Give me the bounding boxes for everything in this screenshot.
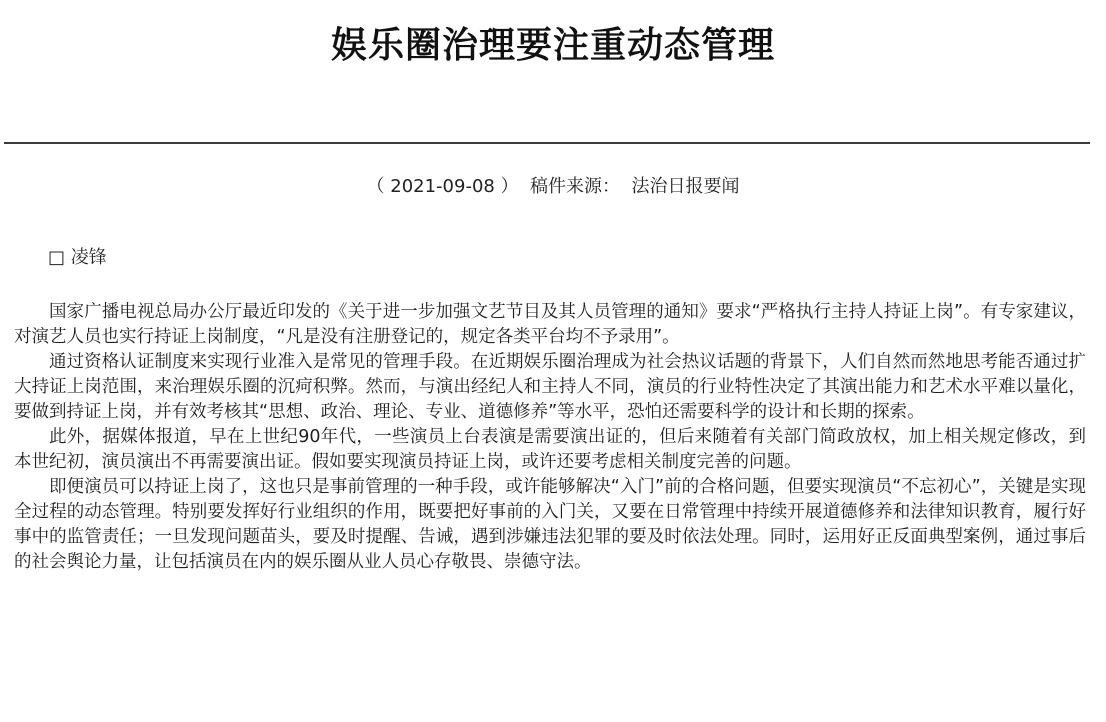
article-author: □ 凌锋 xyxy=(48,247,107,268)
paragraph: 国家广播电视总局办公厅最近印发的《关于进一步加强文艺节目及其人员管理的通知》要求“严格执行主持人持证上岗”。有专家建议，对演艺人员也实行持证上岗制度，“凡是没有注册登记的，规定各类平台均不予录用”。 xyxy=(14,302,1086,347)
paragraph: 通过资格认证制度来实现行业准入是常见的管理手段。在近期娱乐圈治理成为社会热议话题的背景下，人们自然而然地思考能否通过扩大持证上岗范围，来治理娱乐圈的沉疴积弊。然而，与演出经纪人和主持人不同，演员的行业特性决定了其演出能力和艺术水平难以量化，要做到持证上岗，并有效考核其“思想、政治、理论、专业、道德修养”等水平，恐怕还需要科学的设计和长期的探索。 xyxy=(14,352,1086,422)
article-body xyxy=(14,300,1086,575)
paragraph: 即便演员可以持证上岗了，这也只是事前管理的一种手段，或许能够解决“入门”前的合格问题，但要实现演员“不忘初心”，关键是实现全过程的动态管理。特别要发挥好行业组织的作用，既要把好事前的入门关，又要在日常管理中持续开展道德修养和法律知识教育，履行好事中的监管责任；一旦发现问题苗头，要及时提醒、告诫，遇到涉嫌违法犯罪的要及时依法处理。同时，运用好正反面典型案例，通过事后的社会舆论力量，让包括演员在内的娱乐圈从业人员心存敬畏、崇德守法。 xyxy=(14,477,1086,572)
paragraph: 此外，据媒体报道，早在上世纪90年代，一些演员上台表演是需要演出证的，但后来随着有关部门简政放权，加上相关规定修改，到本世纪初，演员演出不再需要演出证。假如要实现演员持证上岗，或许还要考虑相关制度完善的问题。 xyxy=(14,427,1086,472)
article-title: 娱乐圈治理要注重动态管理 xyxy=(330,25,775,66)
article-meta: （ 2021-09-08 ） 稿件来源： 法治日报要闻 xyxy=(366,176,740,197)
title-divider xyxy=(4,142,1090,144)
